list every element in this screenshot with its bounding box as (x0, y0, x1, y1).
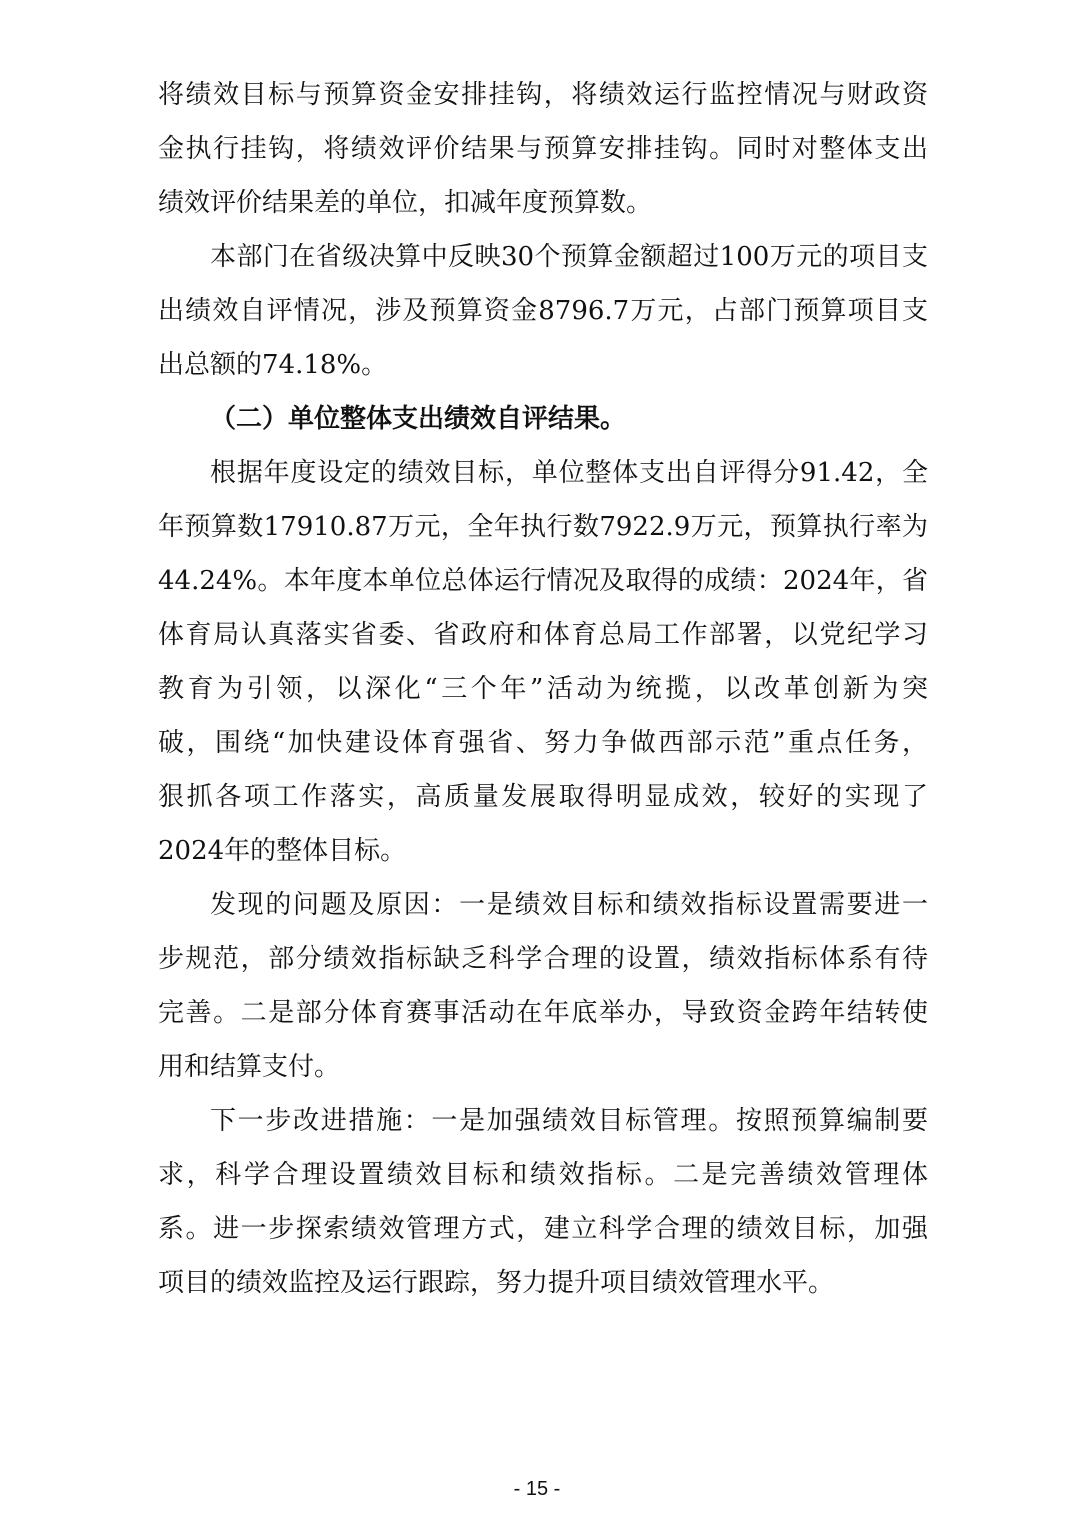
paragraph (158, 878, 928, 1094)
text-line: 教育为引领，以深化“三个年”活动为统揽，以改革创新为突 (158, 674, 928, 704)
text-line: 将绩效目标与预算资金安排挂钩，将绩效运行监控情况与财政资 (158, 80, 928, 110)
paragraph (158, 446, 928, 878)
text-line: 步规范，部分绩效指标缺乏科学合理的设置，绩效指标体系有待 (158, 944, 928, 974)
text-line: 破，围绕“加快建设体育强省、努力争做西部示范”重点任务， (158, 728, 928, 758)
text-line: 本部门在省级决算中反映30个预算金额超过100万元的项目支 (210, 242, 928, 272)
text-line: 绩效评价结果差的单位，扣减年度预算数。 (158, 188, 653, 218)
text-line: 系。进一步探索绩效管理方式，建立科学合理的绩效目标，加强 (158, 1214, 928, 1244)
text-line: 发现的问题及原因：一是绩效目标和绩效指标设置需要进一 (210, 890, 928, 920)
page-number: - 15 - (513, 1478, 561, 1500)
paragraph (158, 1094, 928, 1310)
section-heading (158, 392, 928, 446)
text-line: 年预算数17910.87万元，全年执行数7922.9万元，预算执行率为 (158, 512, 928, 542)
document-body (158, 68, 928, 1310)
text-line: 项目的绩效监控及运行跟踪，努力提升项目绩效管理水平。 (158, 1268, 835, 1298)
text-line: 2024年的整体目标。 (158, 836, 407, 866)
text-line: 44.24%。本年度本单位总体运行情况及取得的成绩：2024年，省 (158, 566, 928, 596)
text-line: 出总额的74.18%。 (158, 350, 388, 380)
paragraph (158, 230, 928, 392)
text-line: （二）单位整体支出绩效自评结果。 (210, 404, 627, 434)
text-line: 求，科学合理设置绩效目标和绩效指标。二是完善绩效管理体 (158, 1160, 928, 1190)
text-line: 出绩效自评情况，涉及预算资金8796.7万元，占部门预算项目支 (158, 296, 928, 326)
text-line: 根据年度设定的绩效目标，单位整体支出自评得分91.42，全 (210, 458, 928, 488)
text-line: 体育局认真落实省委、省政府和体育总局工作部署，以党纪学习 (158, 620, 928, 650)
paragraph (158, 68, 928, 230)
text-line: 金执行挂钩，将绩效评价结果与预算安排挂钩。同时对整体支出 (158, 134, 928, 164)
text-line: 下一步改进措施：一是加强绩效目标管理。按照预算编制要 (210, 1106, 928, 1136)
text-line: 狠抓各项工作落实，高质量发展取得明显成效，较好的实现了 (158, 782, 928, 812)
text-line: 完善。二是部分体育赛事活动在年底举办，导致资金跨年结转使 (158, 998, 928, 1028)
text-line: 用和结算支付。 (158, 1052, 341, 1082)
